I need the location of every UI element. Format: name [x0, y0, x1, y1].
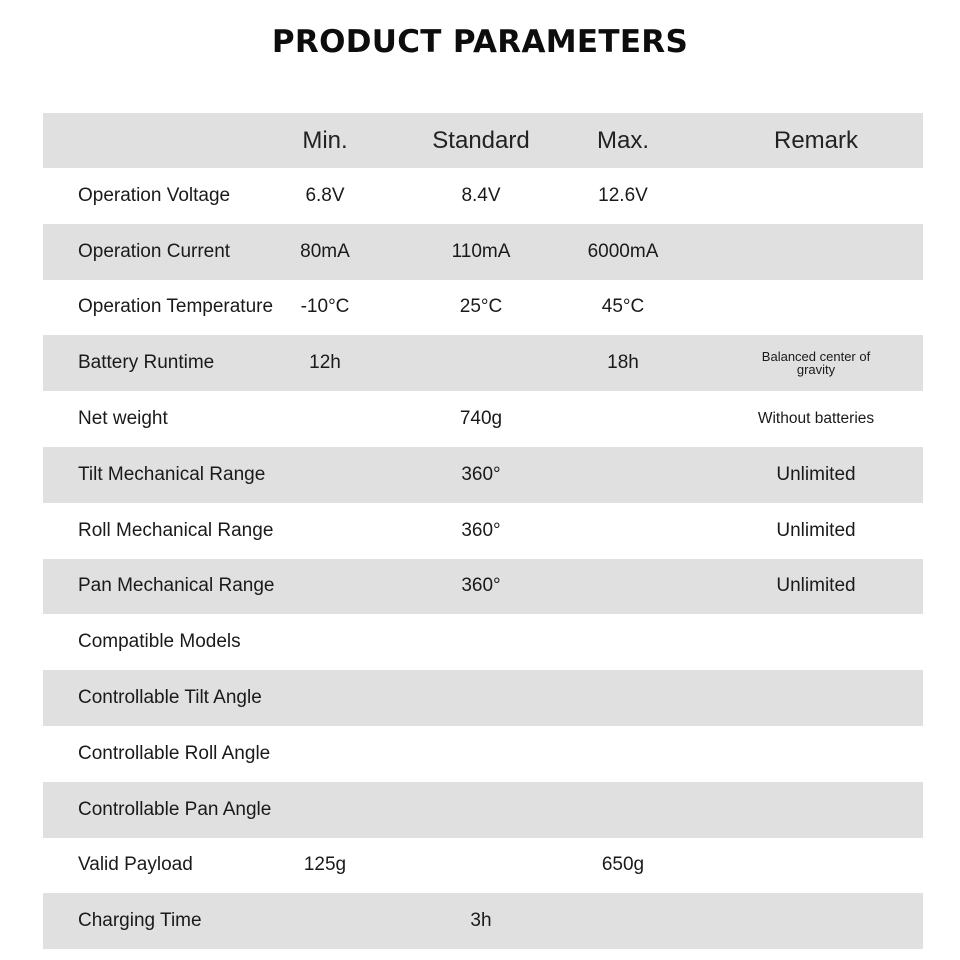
table-row	[43, 447, 923, 503]
table-row	[43, 838, 923, 894]
row-min-value: 80mA	[300, 240, 350, 262]
row-max-value	[573, 726, 673, 782]
row-remark	[743, 280, 889, 336]
row-label: Compatible Models	[78, 631, 241, 653]
row-min-value: 6.8V	[305, 184, 345, 206]
row-remark: Balanced center of gravity	[761, 349, 871, 378]
row-max-value	[573, 782, 673, 838]
row-min-value	[275, 893, 375, 949]
row-standard-value: 360°	[461, 575, 501, 597]
row-min-value	[275, 614, 375, 670]
row-standard-value	[431, 614, 531, 670]
header-max: Max.	[596, 126, 649, 154]
row-label: Operation Temperature	[78, 296, 274, 318]
header-remark: Remark	[773, 126, 858, 154]
header-standard: Standard	[432, 126, 530, 154]
row-label: Net weight	[78, 408, 168, 430]
table-row	[43, 168, 923, 224]
row-standard-value: 25°C	[459, 296, 503, 318]
row-min-value	[275, 391, 375, 447]
row-label: Controllable Roll Angle	[78, 742, 271, 764]
row-remark	[743, 782, 889, 838]
row-min-value: -10°C	[300, 296, 350, 318]
row-remark: Unlimited	[776, 463, 856, 485]
row-remark	[743, 614, 889, 670]
row-label: Valid Payload	[78, 854, 193, 876]
row-remark	[743, 893, 889, 949]
row-max-value: 650g	[601, 854, 645, 876]
row-standard-value	[431, 726, 531, 782]
row-label: Operation Voltage	[78, 184, 231, 206]
row-max-value: 45°C	[601, 296, 645, 318]
row-min-value	[275, 503, 375, 559]
row-min-value	[275, 670, 375, 726]
row-standard-value	[431, 670, 531, 726]
table-row	[43, 335, 923, 391]
table-row	[43, 893, 923, 949]
row-max-value	[573, 503, 673, 559]
row-standard-value: 3h	[470, 910, 492, 932]
row-standard-value	[431, 782, 531, 838]
row-standard-value: 110mA	[451, 240, 511, 262]
row-min-value	[275, 559, 375, 615]
row-remark	[743, 168, 889, 224]
row-remark: Unlimited	[776, 519, 856, 541]
table-row	[43, 280, 923, 336]
row-remark	[743, 838, 889, 894]
table-row	[43, 670, 923, 726]
row-standard-value: 8.4V	[461, 184, 501, 206]
row-min-value	[275, 782, 375, 838]
row-min-value	[275, 726, 375, 782]
row-remark	[743, 670, 889, 726]
row-label: Tilt Mechanical Range	[78, 463, 266, 485]
row-max-value	[573, 559, 673, 615]
page-title: PRODUCT PARAMETERS	[271, 24, 689, 60]
row-standard-value	[431, 838, 531, 894]
row-standard-value	[431, 335, 531, 391]
row-label: Battery Runtime	[78, 352, 215, 374]
table-row	[43, 224, 923, 280]
row-label: Controllable Tilt Angle	[78, 687, 262, 709]
table-body	[43, 168, 923, 949]
header-min: Min.	[302, 126, 348, 154]
row-max-value: 6000mA	[587, 240, 659, 262]
row-remark	[743, 224, 889, 280]
table-row	[43, 614, 923, 670]
table-row	[43, 726, 923, 782]
row-max-value	[573, 670, 673, 726]
row-max-value	[573, 447, 673, 503]
row-min-value: 12h	[309, 352, 341, 374]
parameters-table	[43, 113, 923, 949]
row-max-value	[573, 614, 673, 670]
row-max-value: 18h	[607, 352, 639, 374]
row-label: Charging Time	[78, 910, 202, 932]
row-remark	[743, 726, 889, 782]
row-label: Operation Current	[78, 240, 231, 262]
row-standard-value: 360°	[461, 519, 501, 541]
table-row	[43, 782, 923, 838]
row-min-value	[275, 447, 375, 503]
row-remark: Without batteries	[757, 410, 875, 428]
row-max-value	[573, 391, 673, 447]
row-min-value: 125g	[303, 854, 347, 876]
table-row	[43, 503, 923, 559]
row-max-value: 12.6V	[598, 184, 648, 206]
row-standard-value: 740g	[459, 408, 503, 430]
row-label: Pan Mechanical Range	[78, 575, 275, 597]
table-header-row	[43, 113, 923, 168]
row-label: Roll Mechanical Range	[78, 519, 274, 541]
table-row	[43, 391, 923, 447]
row-remark: Unlimited	[776, 575, 856, 597]
table-row	[43, 559, 923, 615]
row-standard-value: 360°	[461, 463, 501, 485]
row-max-value	[573, 893, 673, 949]
row-label: Controllable Pan Angle	[78, 798, 272, 820]
